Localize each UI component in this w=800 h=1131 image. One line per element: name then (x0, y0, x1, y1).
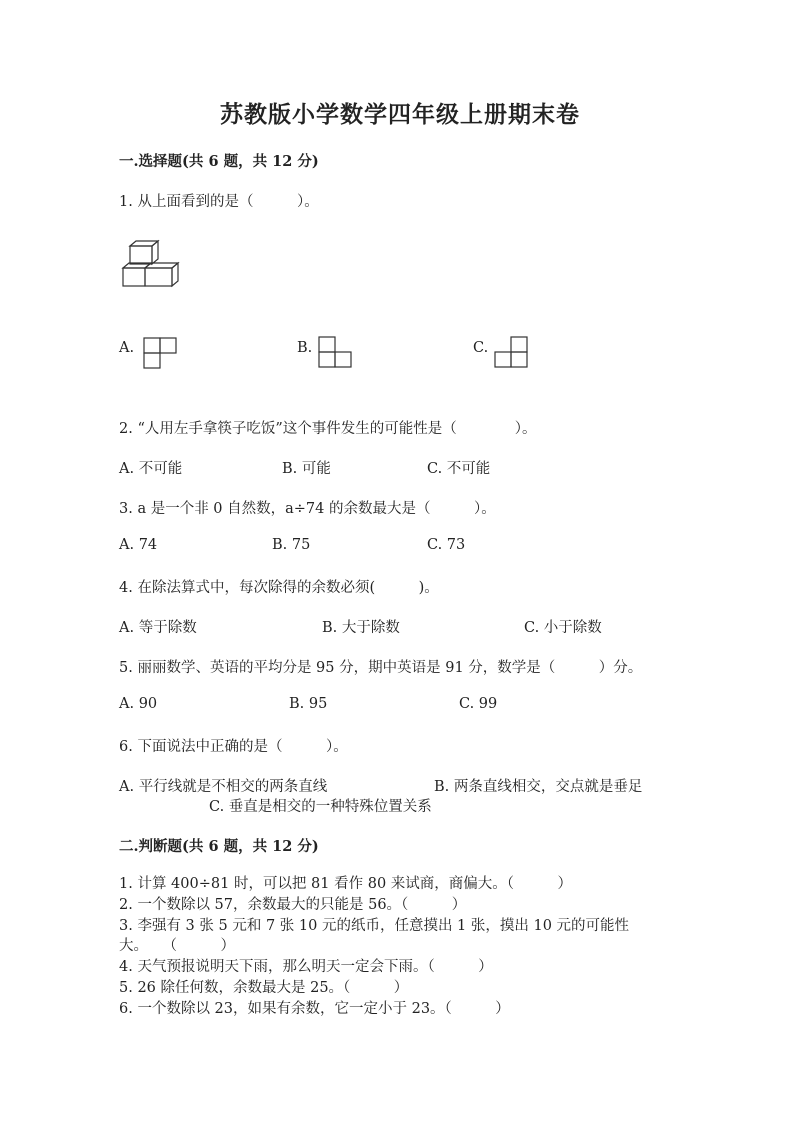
question-6-option-c: C. 垂直是相交的一种特殊位置关系 (209, 799, 432, 815)
question-1-option-c: C. (473, 340, 489, 356)
question-5-option-c: C. 99 (459, 696, 498, 712)
section-heading-choice: 一.选择题(共 6 题，共 12 分) (119, 153, 319, 170)
question-4-option-b: B. 大于除数 (322, 620, 400, 636)
judgment-item-6: 6. 一个数除以 23，如果有余数，它一定小于 23。（ ） (119, 1001, 510, 1017)
judgment-item-3-continued: 大。 （ ） (119, 938, 235, 954)
question-2-option-a: A. 不可能 (119, 461, 183, 477)
judgment-item-3: 3. 李强有 3 张 5 元和 7 张 10 元的纸币，任意摸出 1 张，摸出 10 元的可能性 (119, 918, 630, 934)
judgment-item-4: 4. 天气预报说明天下雨，那么明天一定会下雨。（ ） (119, 959, 493, 975)
judgment-item-5: 5. 26 除任何数，余数最大是 25。（ ） (119, 980, 409, 996)
page-title: 苏教版小学数学四年级上册期末卷 (220, 101, 580, 128)
question-4-option-a: A. 等于除数 (119, 620, 197, 636)
cube-stack-figure (120, 240, 182, 288)
top-view-a-icon (143, 337, 177, 369)
judgment-item-2: 2. 一个数除以 57，余数最大的只能是 56。（ ） (119, 897, 467, 913)
question-2-option-b: B. 可能 (282, 461, 331, 477)
question-1-option-b: B. (297, 340, 313, 356)
question-1-option-a: A. (119, 340, 135, 356)
top-view-b-icon (318, 336, 352, 368)
section-heading-true-false: 二.判断题(共 6 题，共 12 分) (119, 838, 319, 855)
question-6-option-a: A. 平行线就是不相交的两条直线 (119, 779, 328, 795)
question-5-option-b: B. 95 (289, 696, 328, 712)
question-1-text: 1. 从上面看到的是（ ）。 (119, 194, 319, 210)
question-4-text: 4. 在除法算式中，每次除得的余数必须( )。 (119, 580, 439, 596)
question-3-option-a: A. 74 (119, 537, 158, 553)
question-6-option-b: B. 两条直线相交，交点就是垂足 (434, 779, 643, 795)
question-3-option-c: C. 73 (427, 537, 466, 553)
question-2-text: 2. “人用左手拿筷子吃饭”这个事件发生的可能性是（ ）。 (119, 421, 537, 437)
question-5-option-a: A. 90 (119, 696, 158, 712)
question-5-text: 5. 丽丽数学、英语的平均分是 95 分，期中英语是 91 分，数学是（ ）分。 (119, 660, 643, 676)
question-2-option-c: C. 不可能 (427, 461, 491, 477)
question-3-text: 3. a 是一个非 0 自然数，a÷74 的余数最大是（ ）。 (119, 501, 496, 517)
top-view-c-icon (494, 336, 528, 368)
question-3-option-b: B. 75 (272, 537, 311, 553)
question-4-option-c: C. 小于除数 (524, 620, 602, 636)
judgment-item-1: 1. 计算 400÷81 时，可以把 81 看作 80 来试商，商偏大。（ ） (119, 876, 573, 892)
question-6-text: 6. 下面说法中正确的是（ ）。 (119, 739, 348, 755)
